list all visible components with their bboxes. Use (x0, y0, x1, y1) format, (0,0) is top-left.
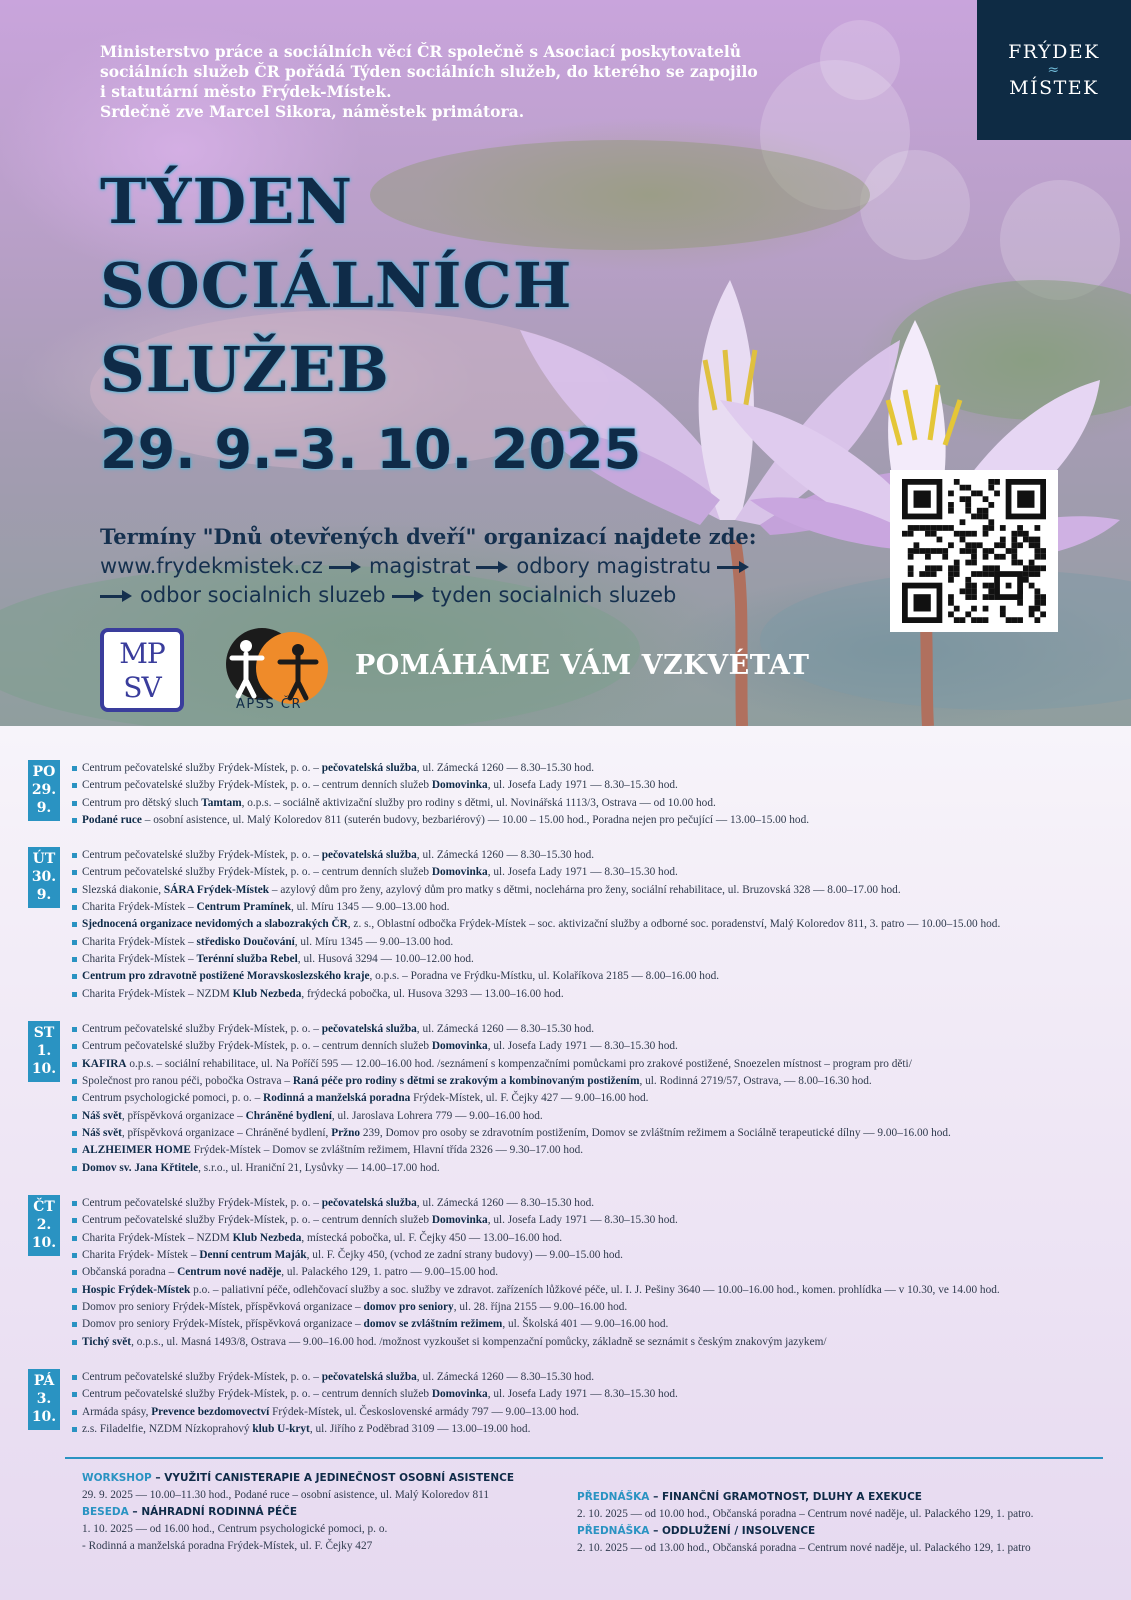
beseda-text: - Rodinná a manželská poradna Frýdek-Místek, ul. F. Čejky 427 (82, 1540, 373, 1552)
title-line: SOCIÁLNÍCH (100, 249, 573, 322)
organization-name: Rodinná a manželská poradna (263, 1092, 411, 1105)
event-title: – FINANČNÍ GRAMOTNOST, DLUHY A EXEKUCE (649, 1491, 922, 1503)
organization-name: domov pro seniory (363, 1301, 454, 1314)
organization-name: pečovatelská služba (321, 1197, 417, 1209)
event-detail: Frýdek-Místek, ul. F. Čejky 427 — 9.00–16.00 hod. (410, 1092, 649, 1105)
event-detail: , ul. Jaroslava Lohrera 779 — 9.00–16.00 hod. (331, 1109, 543, 1122)
list-item (72, 1142, 1122, 1159)
web-path-step: odbory magistratu (516, 554, 712, 578)
list-item (72, 1282, 1122, 1299)
event-detail: , o.p.s. – sociálně aktivizační služby pro rodiny s dětmi, ul. Novinářská 1113/3, Ostrava — od 10.00 hod. (241, 796, 716, 809)
organization-name: Centrum pro zdravotně postižené Moravskoslezského kraje (82, 970, 370, 983)
event-detail: Centrum pečovatelské služby Frýdek-Místek, p. o. – centrum denních služeb (82, 866, 432, 879)
event-detail: , ul. Míru 1345 — 9.00–13.00 hod. (290, 901, 450, 914)
event-detail: Charita Frýdek-Místek – NZDM (82, 1231, 233, 1244)
lecture-heading (577, 1523, 1034, 1540)
event-detail: , o.p.s., ul. Masná 1493/8, Ostrava — 9.00–16.00 hod. /možnost vyzkoušet si kompenzační pomůcky, základně se seznámit s českým znakovým jazykem/ (131, 1335, 827, 1348)
web-path-step: tyden socialnich sluzeb (431, 583, 677, 607)
extra-events-left (82, 1470, 514, 1555)
intro-text (100, 42, 840, 122)
organization-name: Klub Nezbeda (232, 1231, 302, 1244)
organization-name: středisko Doučování (196, 935, 295, 948)
list-item (72, 1056, 1122, 1073)
event-kind: PŘEDNÁŠKA (577, 1525, 650, 1537)
list-item (72, 1160, 1122, 1177)
event-detail: , ul. Palackého 129, 1. patro — 9.00–15.00 hod. (281, 1266, 499, 1279)
event-kind: WORKSHOP (82, 1472, 152, 1484)
event-detail: – osobní asistence, ul. Malý Koloredov 811 (suterén budovy, bezbariérový) — 10.00 – 15.00 hod., Poradna nejen pro pečující — 13.00–15.00 hod. (141, 814, 810, 827)
day-badge (28, 1369, 60, 1430)
event-detail: Centrum pečovatelské služby Frýdek-Místek, p. o. – centrum denních služeb (82, 1388, 432, 1401)
organization-name: Tamtam (201, 796, 242, 809)
organization-name: SÁRA Frýdek-Místek (163, 883, 270, 896)
organization-name: pečovatelská služba (321, 762, 417, 774)
event-title: – NÁHRADNÍ RODINNÁ PÉČE (128, 1506, 298, 1518)
frydek-mistek-logo (977, 0, 1131, 140)
event-detail: Centrum pečovatelské služby Frýdek-Místek, p. o. – centrum denních služeb (82, 1214, 432, 1227)
event-detail: o.p.s. – sociální rehabilitace, ul. Na Poříčí 595 — 12.00–16.00 hod. /seznámení s kompenzačními pomůckami pro zrakové postižené, Snoezelen místnost – program pro děti/ (126, 1057, 912, 1070)
web-path-step: odbor socialnich sluzeb (140, 583, 386, 607)
organization-name: Domovinka (431, 1040, 488, 1053)
arrow-right-icon (476, 561, 510, 573)
day-badge-text: 2. (36, 1217, 52, 1233)
extra-events-right (577, 1489, 1034, 1557)
list-item (72, 1212, 1122, 1229)
event-detail: Charita Frýdek-Místek – (82, 935, 197, 948)
event-kind: BESEDA (82, 1506, 129, 1518)
organization-name: Náš svět (82, 1109, 122, 1122)
event-detail: , příspěvková organizace – (121, 1109, 246, 1122)
organization-name: Náš svět (82, 1127, 122, 1140)
lecture-text: 2. 10. 2025 — od 13.00 hod., Občanská poradna – Centrum nové naděje, ul. Palackého 129, 1. patro (577, 1542, 1031, 1554)
day-badge-text: ST (33, 1025, 55, 1041)
list-item (72, 1369, 1122, 1386)
list-item (72, 1090, 1122, 1107)
mpsv-logo-top: MP (119, 637, 165, 670)
event-detail: , ul. Rodinná 2719/57, Ostrava, — 8.00–16.30 hod. (639, 1075, 872, 1088)
event-detail: Centrum pečovatelské služby Frýdek-Místek, p. o. – (82, 1197, 322, 1209)
wave-icon: ≈ (1047, 62, 1061, 78)
list-item (72, 795, 1122, 812)
day-badge-text: 10. (31, 1409, 57, 1425)
arrow-right-icon (717, 561, 751, 573)
organization-name: Hospic Frýdek-Místek (82, 1283, 191, 1296)
event-detail: , ul. Zámecká 1260 — 8.30–15.30 hod. (416, 762, 595, 774)
event-detail: p.o. – paliativní péče, odlehčovací služby a soc. služby ve zdravot. zařízeních lůžkové péče, ul. I. J. Pešiny 3640 — 10.00–16.00 hod., komen. prohlídka — v 10.30, ve 14.00 hod. (190, 1283, 1000, 1296)
event-detail: Frýdek-Místek, ul. Československé armády 797 — 9.00–13.00 hod. (269, 1405, 579, 1418)
event-title: – VYUŽITÍ CANISTERAPIE A JEDINEČNOST OSOBNÍ ASISTENCE (151, 1472, 514, 1484)
event-detail: Domov pro seniory Frýdek-Místek, příspěvková organizace – (82, 1301, 364, 1314)
list-item (72, 1073, 1122, 1090)
list-item (72, 899, 1122, 916)
list-item (72, 864, 1122, 881)
day-badge-text: ÚT (32, 851, 56, 867)
day-events-list (72, 1369, 1122, 1438)
day-badge (28, 1195, 60, 1256)
slogan: POMÁHÁME VÁM VZKVÉTAT (355, 650, 810, 681)
day-badge-text: 29. (31, 782, 57, 798)
qr-code[interactable] (890, 470, 1058, 632)
event-detail: , ul. Josefa Lady 1971 — 8.30–15.30 hod. (487, 1040, 678, 1053)
event-detail: , ul. Husová 3294 — 10.00–12.00 hod. (297, 953, 474, 966)
event-detail: , ul. Zámecká 1260 — 8.30–15.30 hod. (416, 849, 595, 861)
day-events-list (72, 760, 1122, 829)
arrow-right-icon (100, 590, 134, 602)
mpsv-logo (100, 628, 184, 712)
organization-name: Prevence bezdomovectví (151, 1405, 270, 1418)
organization-name: KAFIRA (82, 1057, 127, 1070)
organization-name: Chráněné bydlení (245, 1109, 332, 1122)
organization-name: Podané ruce (82, 814, 142, 827)
arrow-right-icon (329, 561, 363, 573)
day-badge-text: PO (32, 764, 56, 780)
event-detail: z.s. Filadelfie, NZDM Nízkoprahový (82, 1423, 253, 1436)
day-events-list (72, 1195, 1122, 1351)
event-detail: , ul. Míru 1345 — 9.00–13.00 hod. (294, 935, 454, 948)
list-item (72, 1230, 1122, 1247)
event-detail: Charita Frýdek-Místek – (82, 901, 197, 914)
hero-banner (0, 0, 1131, 726)
event-detail: 239, Domov pro osoby se zdravotním postižením, Domov se zvláštním režimem a Sociálně terapeutické dílny — 9.00–16.00 hod. (360, 1127, 951, 1140)
event-detail: , ul. Jiřího z Poděbrad 3109 — 13.00–19.00 hod. (309, 1423, 531, 1436)
day-badge (28, 847, 60, 908)
list-item (72, 1021, 1122, 1038)
organization-name: Domovinka (431, 779, 488, 792)
organization-name: Denní centrum Maják (199, 1249, 307, 1262)
organization-name: ALZHEIMER HOME (82, 1144, 191, 1157)
apss-logo-text: APSS ČR (236, 697, 302, 712)
organization-name: pečovatelská služba (321, 849, 417, 861)
event-detail: Slezská diakonie, (82, 883, 164, 896)
list-item (72, 1421, 1122, 1438)
lecture-heading (577, 1489, 1034, 1506)
beseda-heading (82, 1504, 514, 1521)
event-detail: Občanská poradna – (82, 1266, 178, 1279)
beseda-text: 1. 10. 2025 — od 16.00 hod., Centrum psychologické pomoci, p. o. (82, 1523, 388, 1535)
organization-name: Klub Nezbeda (232, 987, 302, 1000)
day-events-list (72, 1021, 1122, 1177)
list-item (72, 1264, 1122, 1281)
event-dates: 29. 9.–3. 10. 2025 (100, 418, 642, 481)
event-detail: Centrum pečovatelské služby Frýdek-Místek, p. o. – (82, 849, 322, 861)
event-detail: Centrum pečovatelské služby Frýdek-Místek, p. o. – centrum denních služeb (82, 1040, 432, 1053)
web-path-step: magistrat (368, 554, 471, 578)
day-badge-text: 9. (36, 887, 52, 903)
day-badge-text: 30. (31, 869, 57, 885)
divider (65, 1457, 1103, 1459)
list-item (72, 986, 1122, 1003)
day-badge-text: PÁ (33, 1373, 55, 1389)
event-detail: Centrum pro dětský sluch (82, 796, 202, 809)
open-days-heading: Termíny "Dnů otevřených dveří" organizací najdete zde: (100, 524, 757, 549)
list-item (72, 951, 1122, 968)
open-days-info (100, 522, 757, 610)
event-detail: , o.p.s. – Poradna ve Frýdku-Místku, ul. Kolaříkova 2185 — 8.00–16.00 hod. (369, 970, 720, 983)
event-detail: Centrum psychologické pomoci, p. o. – (82, 1092, 264, 1105)
day-badge-text: 10. (31, 1235, 57, 1251)
event-detail: , ul. Josefa Lady 1971 — 8.30–15.30 hod. (487, 779, 678, 792)
list-item (72, 882, 1122, 899)
list-item (72, 1108, 1122, 1125)
logo-line-bottom: MÍSTEK (1009, 77, 1099, 99)
qr-code-icon (899, 479, 1049, 623)
title-line: SLUŽEB (100, 333, 390, 406)
list-item (72, 1247, 1122, 1264)
organization-name: Raná péče pro rodiny s dětmi se zrakovým a kombinovaným postižením (292, 1075, 640, 1088)
list-item (72, 1195, 1122, 1212)
event-detail: , s.r.o., ul. Hraniční 21, Lysůvky — 14.00–17.00 hod. (198, 1161, 440, 1174)
organization-name: Centrum Pramínek (196, 901, 291, 914)
event-detail: , příspěvková organizace – Chráněné bydlení, (121, 1127, 332, 1140)
list-item (72, 1316, 1122, 1333)
organization-name: Tichý svět (82, 1335, 132, 1348)
event-title: – ODDLUŽENÍ / INSOLVENCE (649, 1525, 816, 1537)
web-path-line-1 (100, 552, 757, 581)
day-badge-text: 3. (36, 1391, 52, 1407)
intro-line: sociálních služeb ČR pořádá Týden sociálních služeb, do kterého se zapojilo (100, 62, 758, 81)
event-detail: Společnost pro ranou péči, pobočka Ostrava – (82, 1075, 293, 1088)
logo-line-top: FRÝDEK (1008, 41, 1100, 63)
day-badge (28, 760, 60, 821)
web-path-line-2 (100, 581, 757, 610)
day-badge-text: 10. (31, 1061, 57, 1077)
event-detail: Centrum pečovatelské služby Frýdek-Místek, p. o. – (82, 1371, 322, 1383)
event-detail: Charita Frýdek- Místek – (82, 1249, 200, 1262)
organization-name: Pržno (331, 1127, 361, 1140)
event-detail: Frýdek-Místek – Domov se zvláštním režimem, Hlavní třída 2326 — 9.30–17.00 hod. (190, 1144, 584, 1157)
day-badge-text: 1. (36, 1043, 52, 1059)
page-title (100, 160, 572, 412)
lecture-text: 2. 10. 2025 — od 10.00 hod., Občanská poradna – Centrum nové naděje, ul. Palackého 129, 1. patro. (577, 1508, 1034, 1520)
event-detail: , z. s., Oblastní odbočka Frýdek-Místek – soc. aktivizační služby a odborné soc. poradenství, Malý Koloredov 811, 3. patro — 10.00–15.00 hod. (347, 918, 1001, 931)
event-detail: , ul. Josefa Lady 1971 — 8.30–15.30 hod. (487, 1388, 678, 1401)
event-detail: Centrum pečovatelské služby Frýdek-Místek, p. o. – (82, 762, 322, 774)
event-detail: Armáda spásy, (82, 1405, 152, 1418)
list-item (72, 1125, 1122, 1142)
organization-name: Domovinka (431, 1214, 488, 1227)
list-item (72, 812, 1122, 829)
organization-name: domov se zvláštním režimem (363, 1318, 503, 1331)
list-item (72, 968, 1122, 985)
workshop-heading (82, 1470, 514, 1487)
event-detail: Domov pro seniory Frýdek-Místek, příspěvková organizace – (82, 1318, 364, 1331)
event-detail: Centrum pečovatelské služby Frýdek-Místek, p. o. – (82, 1023, 322, 1035)
list-item (72, 777, 1122, 794)
intro-line: Srdečně zve Marcel Sikora, náměstek primátora. (100, 102, 525, 121)
title-line: TÝDEN (100, 165, 354, 238)
event-kind: PŘEDNÁŠKA (577, 1491, 650, 1503)
organization-name: Domov sv. Jana Křtitele (82, 1161, 199, 1174)
web-path-link[interactable]: www.frydekmistek.cz (100, 554, 323, 578)
list-item (72, 916, 1122, 933)
event-detail: , frýdecká pobočka, ul. Husova 3293 — 13.00–16.00 hod. (301, 987, 564, 1000)
event-detail: Centrum pečovatelské služby Frýdek-Místek, p. o. – centrum denních služeb (82, 779, 432, 792)
organization-name: Sjednocená organizace nevidomých a slabozrakých ČR (82, 918, 348, 931)
list-item (72, 760, 1122, 777)
event-detail: , ul. F. Čejky 450, (vchod ze zadní strany budovy) — 9.00–15.00 hod. (306, 1249, 623, 1262)
event-detail: , ul. 28. října 2155 — 9.00–16.00 hod. (453, 1301, 628, 1314)
intro-line: i statutární město Frýdek-Místek. (100, 82, 392, 101)
event-detail: , ul. Josefa Lady 1971 — 8.30–15.30 hod. (487, 866, 678, 879)
day-events-list (72, 847, 1122, 1003)
day-badge-text: 9. (36, 800, 52, 816)
event-detail: , ul. Zámecká 1260 — 8.30–15.30 hod. (416, 1197, 595, 1209)
workshop-text: 29. 9. 2025 — 10.00–11.30 hod., Podané ruce – osobní asistence, ul. Malý Koloredov 811 (82, 1489, 490, 1501)
day-badge-text: ČT (33, 1199, 55, 1215)
list-item (72, 934, 1122, 951)
organization-name: Centrum nové naděje (177, 1266, 282, 1279)
organization-name: Domovinka (431, 1388, 488, 1401)
arrow-right-icon (392, 590, 426, 602)
list-item (72, 1404, 1122, 1421)
list-item (72, 1386, 1122, 1403)
list-item (72, 1334, 1122, 1351)
event-detail: Charita Frýdek-Místek – NZDM (82, 987, 233, 1000)
organization-name: Terénní služba Rebel (196, 953, 298, 966)
event-detail: , místecká pobočka, ul. F. Čejky 450 — 13.00–16.00 hod. (301, 1231, 563, 1244)
organization-name: pečovatelská služba (321, 1023, 417, 1035)
event-detail: , ul. Školská 401 — 9.00–16.00 hod. (502, 1318, 669, 1331)
list-item (72, 1038, 1122, 1055)
event-detail: – azylový dům pro ženy, azylový dům pro matky s dětmi, noclehárna pro ženy, sociální rehabilitace, ul. Bruzovská 328 — 8.00–17.00 hod. (269, 883, 901, 896)
organization-name: pečovatelská služba (321, 1371, 417, 1383)
day-badge (28, 1021, 60, 1082)
event-detail: , ul. Zámecká 1260 — 8.30–15.30 hod. (416, 1371, 595, 1383)
event-detail: , ul. Josefa Lady 1971 — 8.30–15.30 hod. (487, 1214, 678, 1227)
intro-line: Ministerstvo práce a sociálních věcí ČR společně s Asociací poskytovatelů (100, 42, 742, 61)
organization-name: klub U-kryt (252, 1423, 310, 1436)
event-detail: Charita Frýdek-Místek – (82, 953, 197, 966)
mpsv-logo-bottom: SV (123, 671, 161, 704)
list-item (72, 1299, 1122, 1316)
list-item (72, 847, 1122, 864)
organization-name: Domovinka (431, 866, 488, 879)
event-detail: , ul. Zámecká 1260 — 8.30–15.30 hod. (416, 1023, 595, 1035)
